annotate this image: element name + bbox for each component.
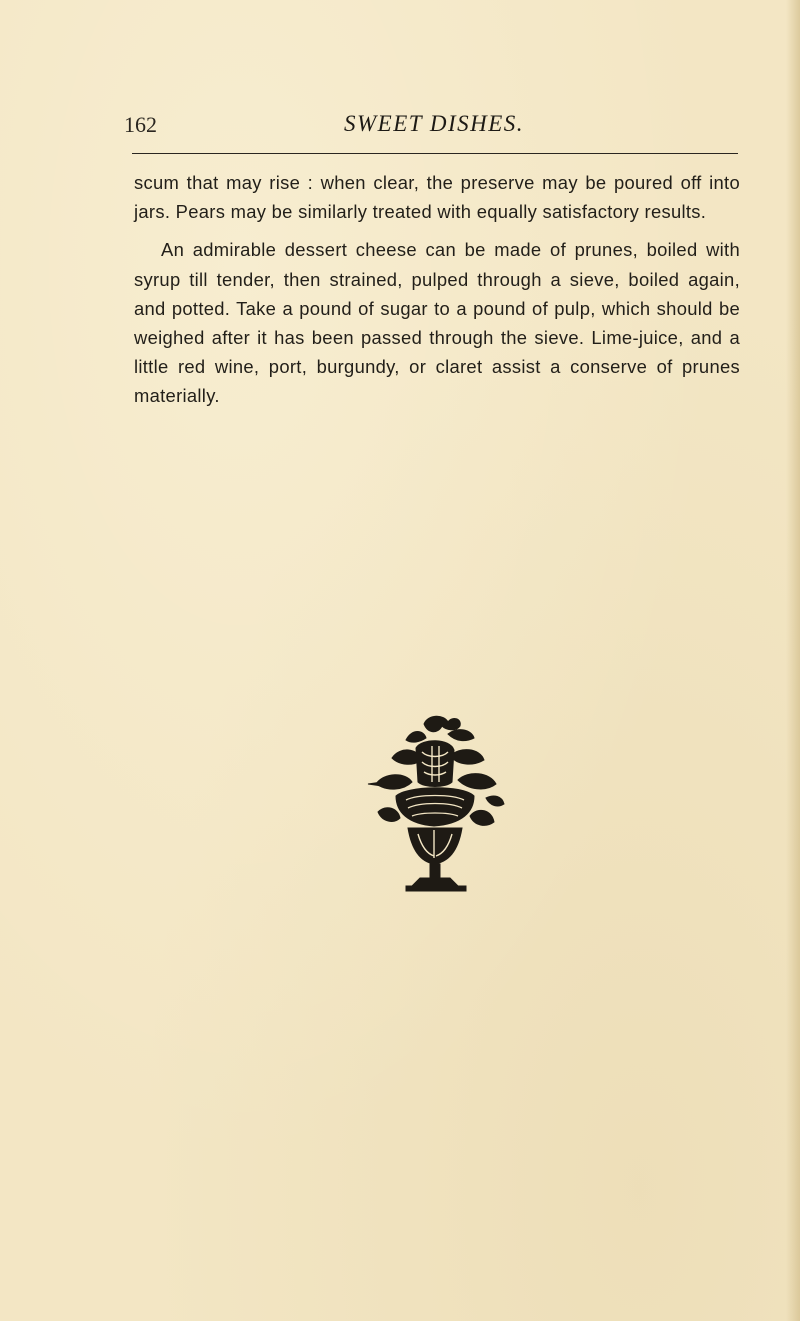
paragraph-continuation: scum that may rise : when clear, the preserve may be poured off into jars. Pears may be similarly treated with equally satisfactory results. bbox=[134, 172, 740, 223]
running-title: SWEET DISHES. bbox=[344, 111, 525, 136]
floral-urn-tailpiece-icon bbox=[362, 712, 507, 897]
body-text bbox=[134, 168, 740, 411]
page-edge-shadow bbox=[786, 0, 800, 1321]
page-number: 162 bbox=[124, 112, 157, 137]
header-rule bbox=[132, 153, 738, 154]
paragraph-prune-cheese: An admirable dessert cheese can be made of prunes, boiled with syrup till tender, then strained, pulped through a sieve, boiled again, and potted. Take a pound of sugar to a pound of pulp, which should be weighed after it has been passed through the sieve. Lime-juice, and a little red wine, port, burgundy, or claret assist a conserve of prunes materially. bbox=[134, 239, 740, 407]
running-head bbox=[0, 104, 800, 144]
